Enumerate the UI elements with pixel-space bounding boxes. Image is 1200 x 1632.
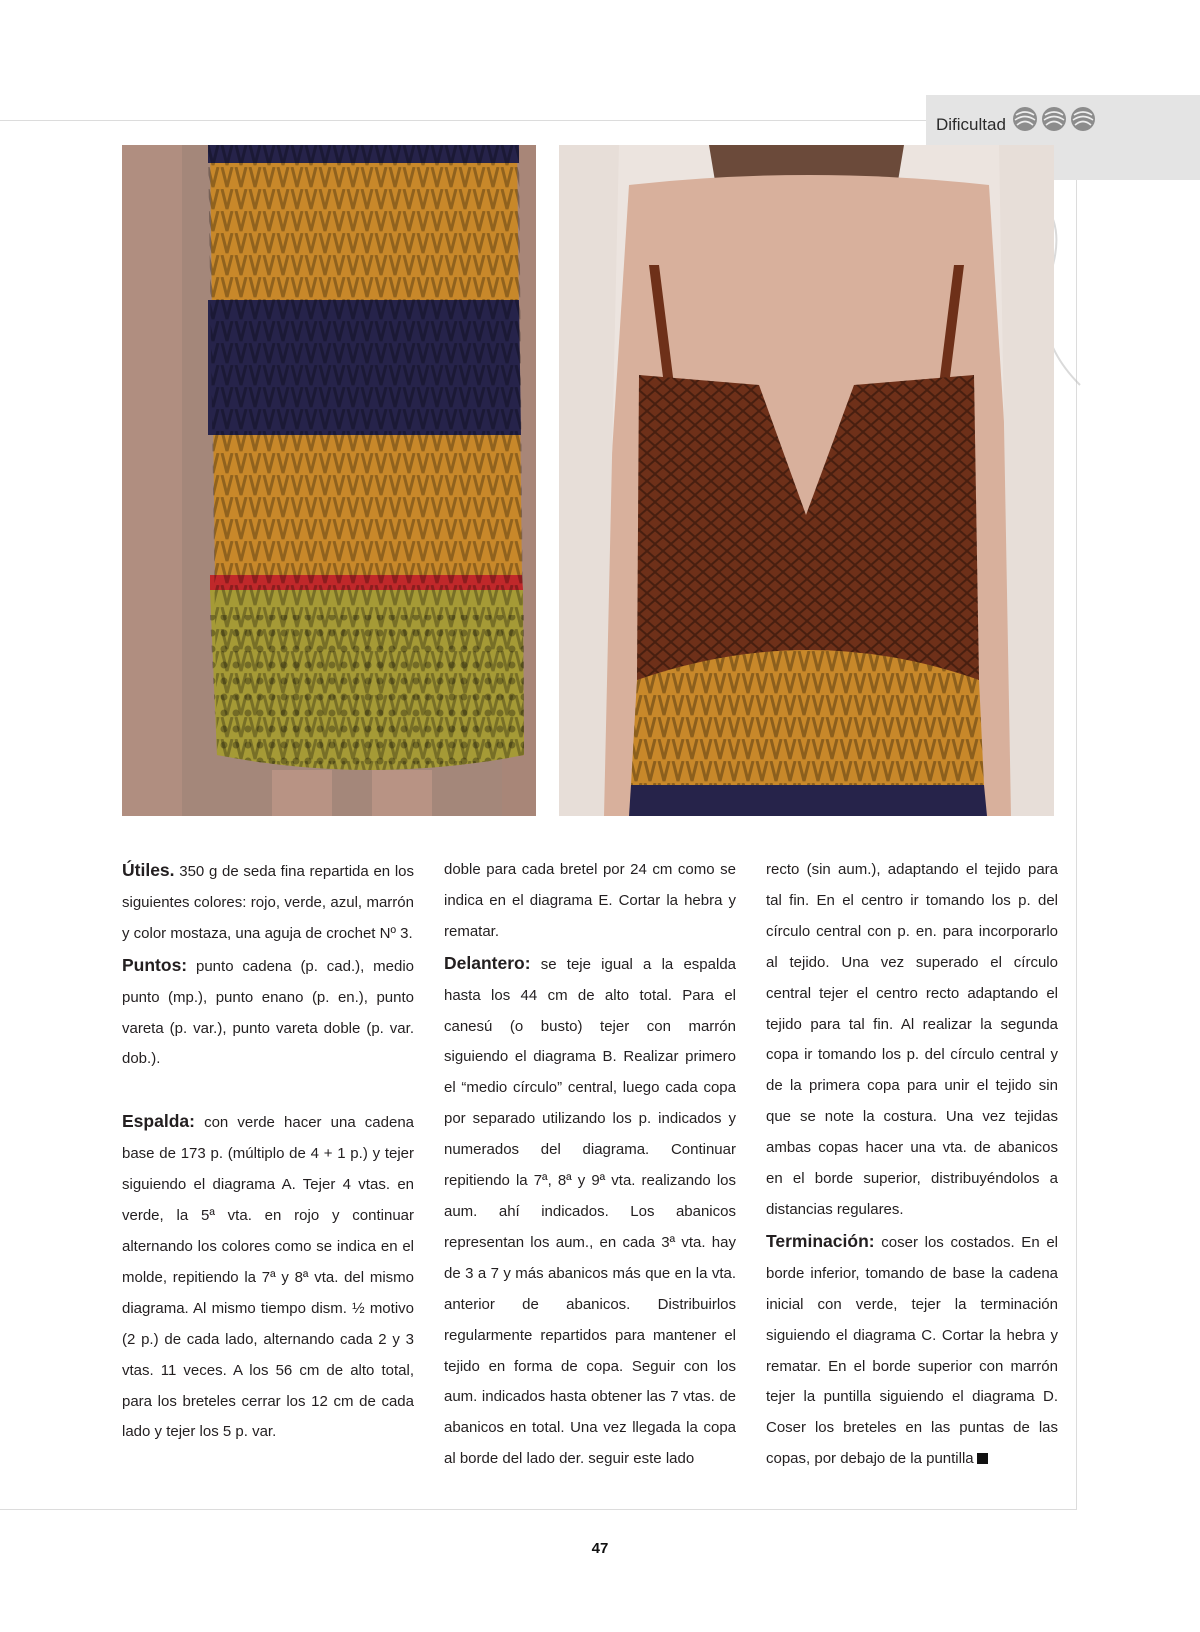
page-frame-bottom <box>0 1509 1077 1510</box>
espalda-continued-text: doble para cada bretel por 24 cm como se indica en el diagrama E. Cortar la hebra y rematar. <box>444 861 736 940</box>
espalda-text: con verde hacer una cadena base de 173 p. (múltiplo de 4 + 1 p.) y tejer siguiendo el diagrama A. Tejer 4 vtas. en verde, la 5ª vta. en rojo y continuar alternando los colores como se indica en el molde, repitiendo la 7ª y 8ª vta. del mismo diagrama. Al mismo tiempo dism. ½ motivo (2 p.) de cada lado, alternando cada 2 y 3 vtas. 11 veces. A los 56 cm de alto total, para los breteles cerrar los 12 cm de cada lado y tejer los 5 p. var. <box>122 1114 415 1441</box>
text-column-1 <box>122 855 414 1448</box>
yarn-ball-icon <box>1011 105 1039 133</box>
utiles-title: Útiles. <box>122 860 175 880</box>
terminacion-title: Terminación: <box>766 1230 875 1251</box>
crochet-skirt-photo <box>122 145 536 816</box>
delantero-paragraph <box>444 948 736 1475</box>
difficulty-row <box>936 115 1006 135</box>
espalda-continued-paragraph <box>444 855 736 948</box>
puntos-paragraph <box>122 950 414 1076</box>
text-column-3 <box>766 855 1058 1475</box>
terminacion-text: coser los costados. En el borde inferior, tomando de base la cadena inicial con verde, tejer la terminación siguiendo el diagrama C. Cortar la hebra y rematar. En el borde superior con marrón tejer la puntilla siguiendo el diagrama D. Coser los breteles en las puntas de las copas, por debajo de la puntilla <box>766 1233 1058 1468</box>
delantero-continued-text: recto (sin aum.), adaptando el tejido para tal fin. En el centro ir tomando los p. del círculo central con p. en. para incorporarlo al tejido. Una vez superado el círculo central tejer el centro recto adaptando el tejido para tal fin. Al realizar la segunda copa ir tomando los p. del círculo central y de la primera copa para unir el tejido sin que se note la costura. Una vez tejidas ambas copas hacer una vta. de abanicos en el borde superior, distribuyéndolos a distancias regulares. <box>766 861 1058 1218</box>
delantero-text: se teje igual a la espalda hasta los 44 cm de alto total. Para el canesú (o busto) tejer con marrón siguiendo el diagrama B. Realizar primero el “medio círculo” central, luego cada copa por separado utilizando los p. indicados y numerados del diagrama. Continuar repitiendo la 7ª, 8ª y 9ª vta. realizando los aum. ahí indicados. Los abanicos representan los aum., en cada 3ª vta. hay de 3 a 7 y más abanicos más que en la vta. anterior de abanicos. Distribuirlos regularmente repartidos para mantener el tejido en forma de copa. Seguir con los aum. indicados hasta obtener las 7 vtas. de abanicos en total. Una vez llegada la copa al borde del lado der. seguir este lado <box>444 955 736 1468</box>
yarn-ball-icon <box>1069 105 1097 133</box>
utiles-text: 350 g de seda fina repartida en los siguientes colores: rojo, verde, azul, marrón y color mostaza, una aguja de crochet Nº 3. <box>122 863 415 942</box>
end-square-icon <box>977 1453 988 1464</box>
puntos-text: punto cadena (p. cad.), medio punto (mp.), punto enano (p. en.), punto vareta (p. var.), punto vareta doble (p. var. dob.). <box>122 957 415 1068</box>
delantero-continued-paragraph <box>766 855 1058 1226</box>
text-column-2 <box>444 855 736 1475</box>
crochet-top-photo <box>559 145 1054 816</box>
delantero-title: Delantero: <box>444 952 531 973</box>
terminacion-paragraph <box>766 1226 1058 1475</box>
espalda-paragraph <box>122 1106 414 1448</box>
utiles-paragraph <box>122 855 414 950</box>
yarn-ball-icon <box>1040 105 1068 133</box>
page-frame-top <box>0 120 1077 121</box>
difficulty-label: Dificultad <box>936 115 1006 134</box>
page-number: 47 <box>591 1540 609 1557</box>
espalda-title: Espalda: <box>122 1111 195 1132</box>
puntos-title: Puntos: <box>122 954 188 975</box>
